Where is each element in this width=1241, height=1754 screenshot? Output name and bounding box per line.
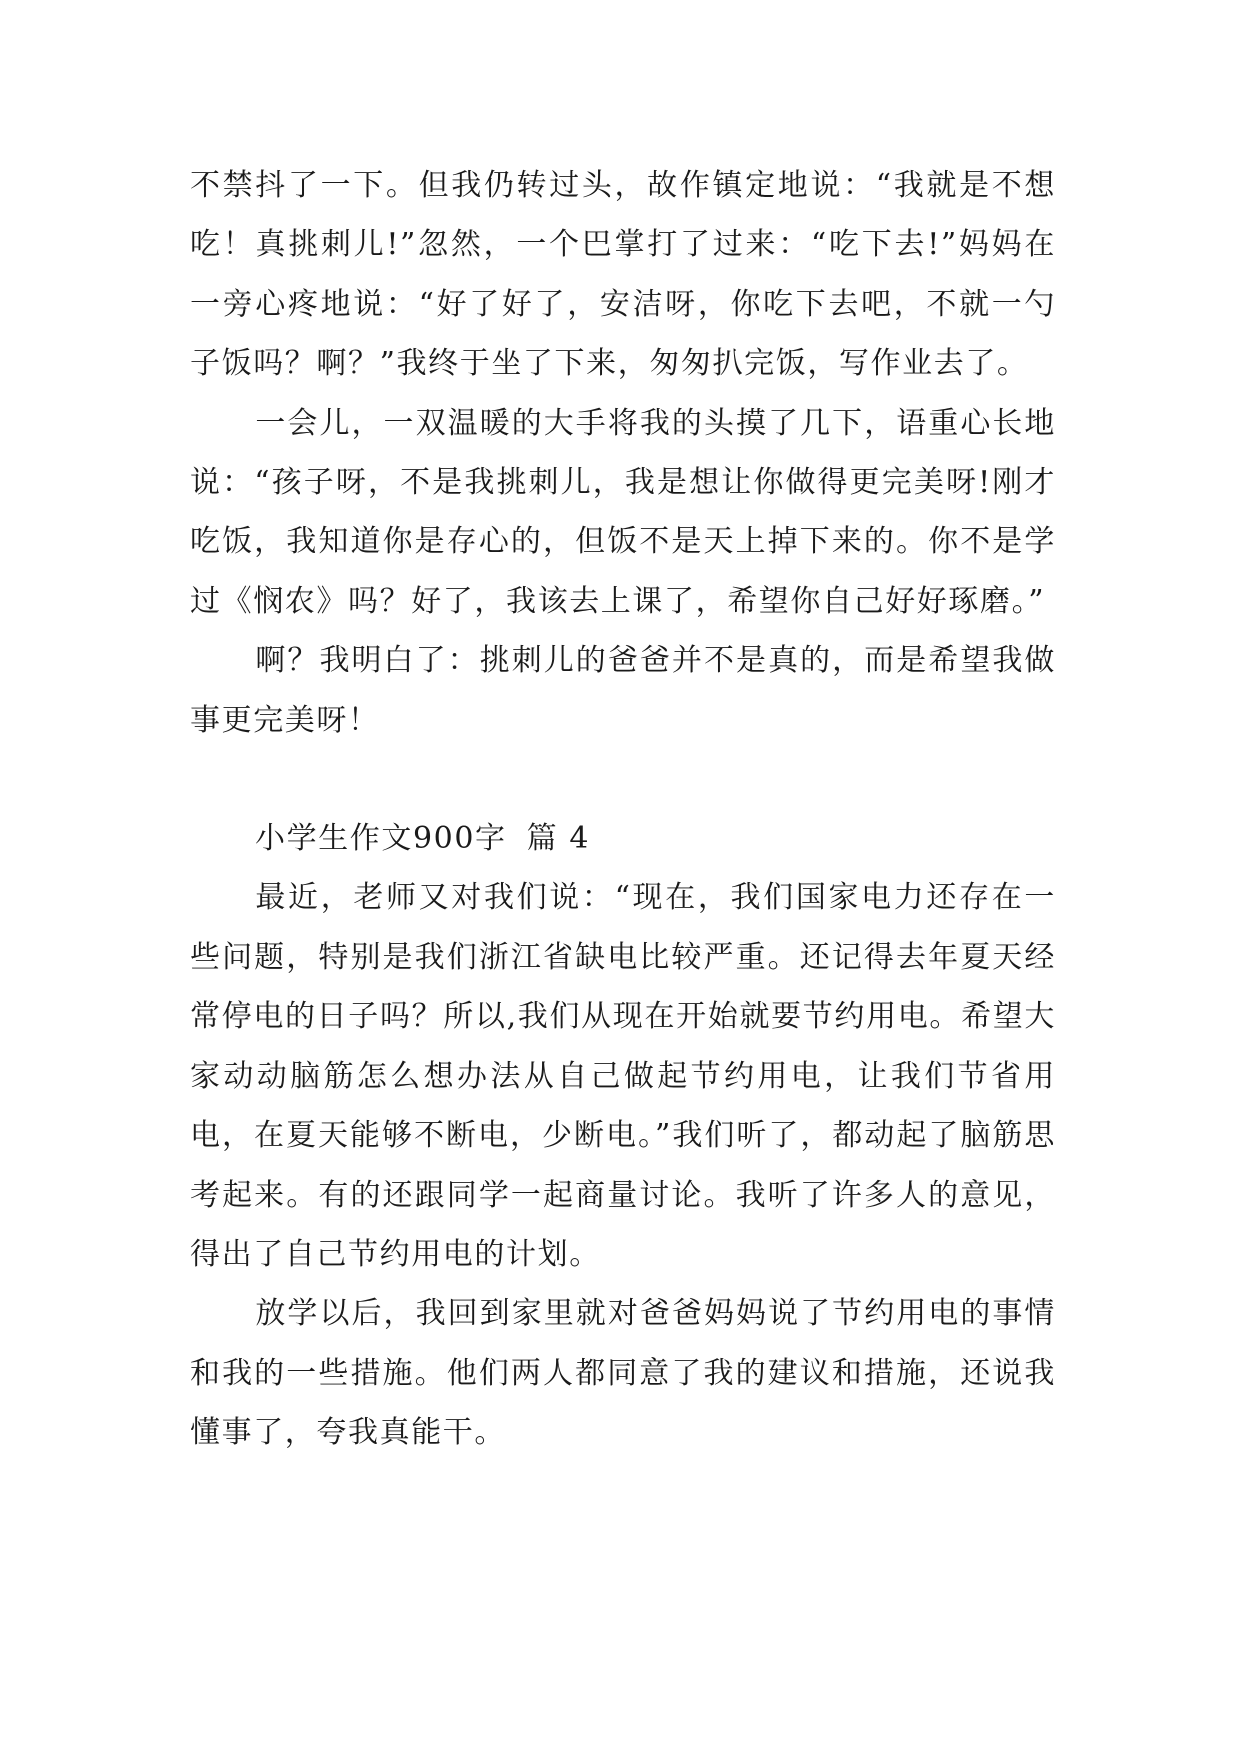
section-title: 小学生作文900字 <box>255 821 507 857</box>
paragraph-4: 最近，老师又对我们说：“现在，我们国家电力还存在一些问题，特别是我们浙江省缺电比较严重。还记得去年夏天经常停电的日子吗？所以,我们从现在开始就要节约用电。希望大家动动脑筋怎么想办法从自己做起节约用电，让我们节省用电，在夏天能够不断电，少断电。”我们听了，都动起了脑筋思考起来。有的还跟同学一起商量讨论。我听了许多人的意见，得出了自己节约用电的计划。 <box>190 880 1056 1272</box>
section-heading <box>190 809 1056 868</box>
document-body <box>190 156 1056 1463</box>
paragraph-1: 不禁抖了一下。但我仍转过头，故作镇定地说：“我就是不想吃！真挑刺儿!”忽然，一个巴掌打了过来：“吃下去!”妈妈在一旁心疼地说：“好了好了，安洁呀，你吃下去吧，不就一勺子饭吗？啊？”我终于坐了下来，匆匆扒完饭，写作业去了。 <box>190 168 1056 382</box>
paragraph-2: 一会儿，一双温暖的大手将我的头摸了几下，语重心长地说：“孩子呀，不是我挑刺儿，我是想让你做得更完美呀!刚才吃饭，我知道你是存心的，但饭不是天上掉下来的。你不是学过《悯农》吗？好了，我该去上课了，希望你自己好好琢磨。” <box>190 405 1056 619</box>
paragraph-3: 啊？我明白了：挑刺儿的爸爸并不是真的，而是希望我做事更完美呀！ <box>190 643 1056 738</box>
paragraph-5: 放学以后，我回到家里就对爸爸妈妈说了节约用电的事情和我的一些措施。他们两人都同意了我的建议和措施，还说我懂事了，夸我真能干。 <box>190 1296 1056 1451</box>
section-number: 篇 4 <box>526 821 591 857</box>
